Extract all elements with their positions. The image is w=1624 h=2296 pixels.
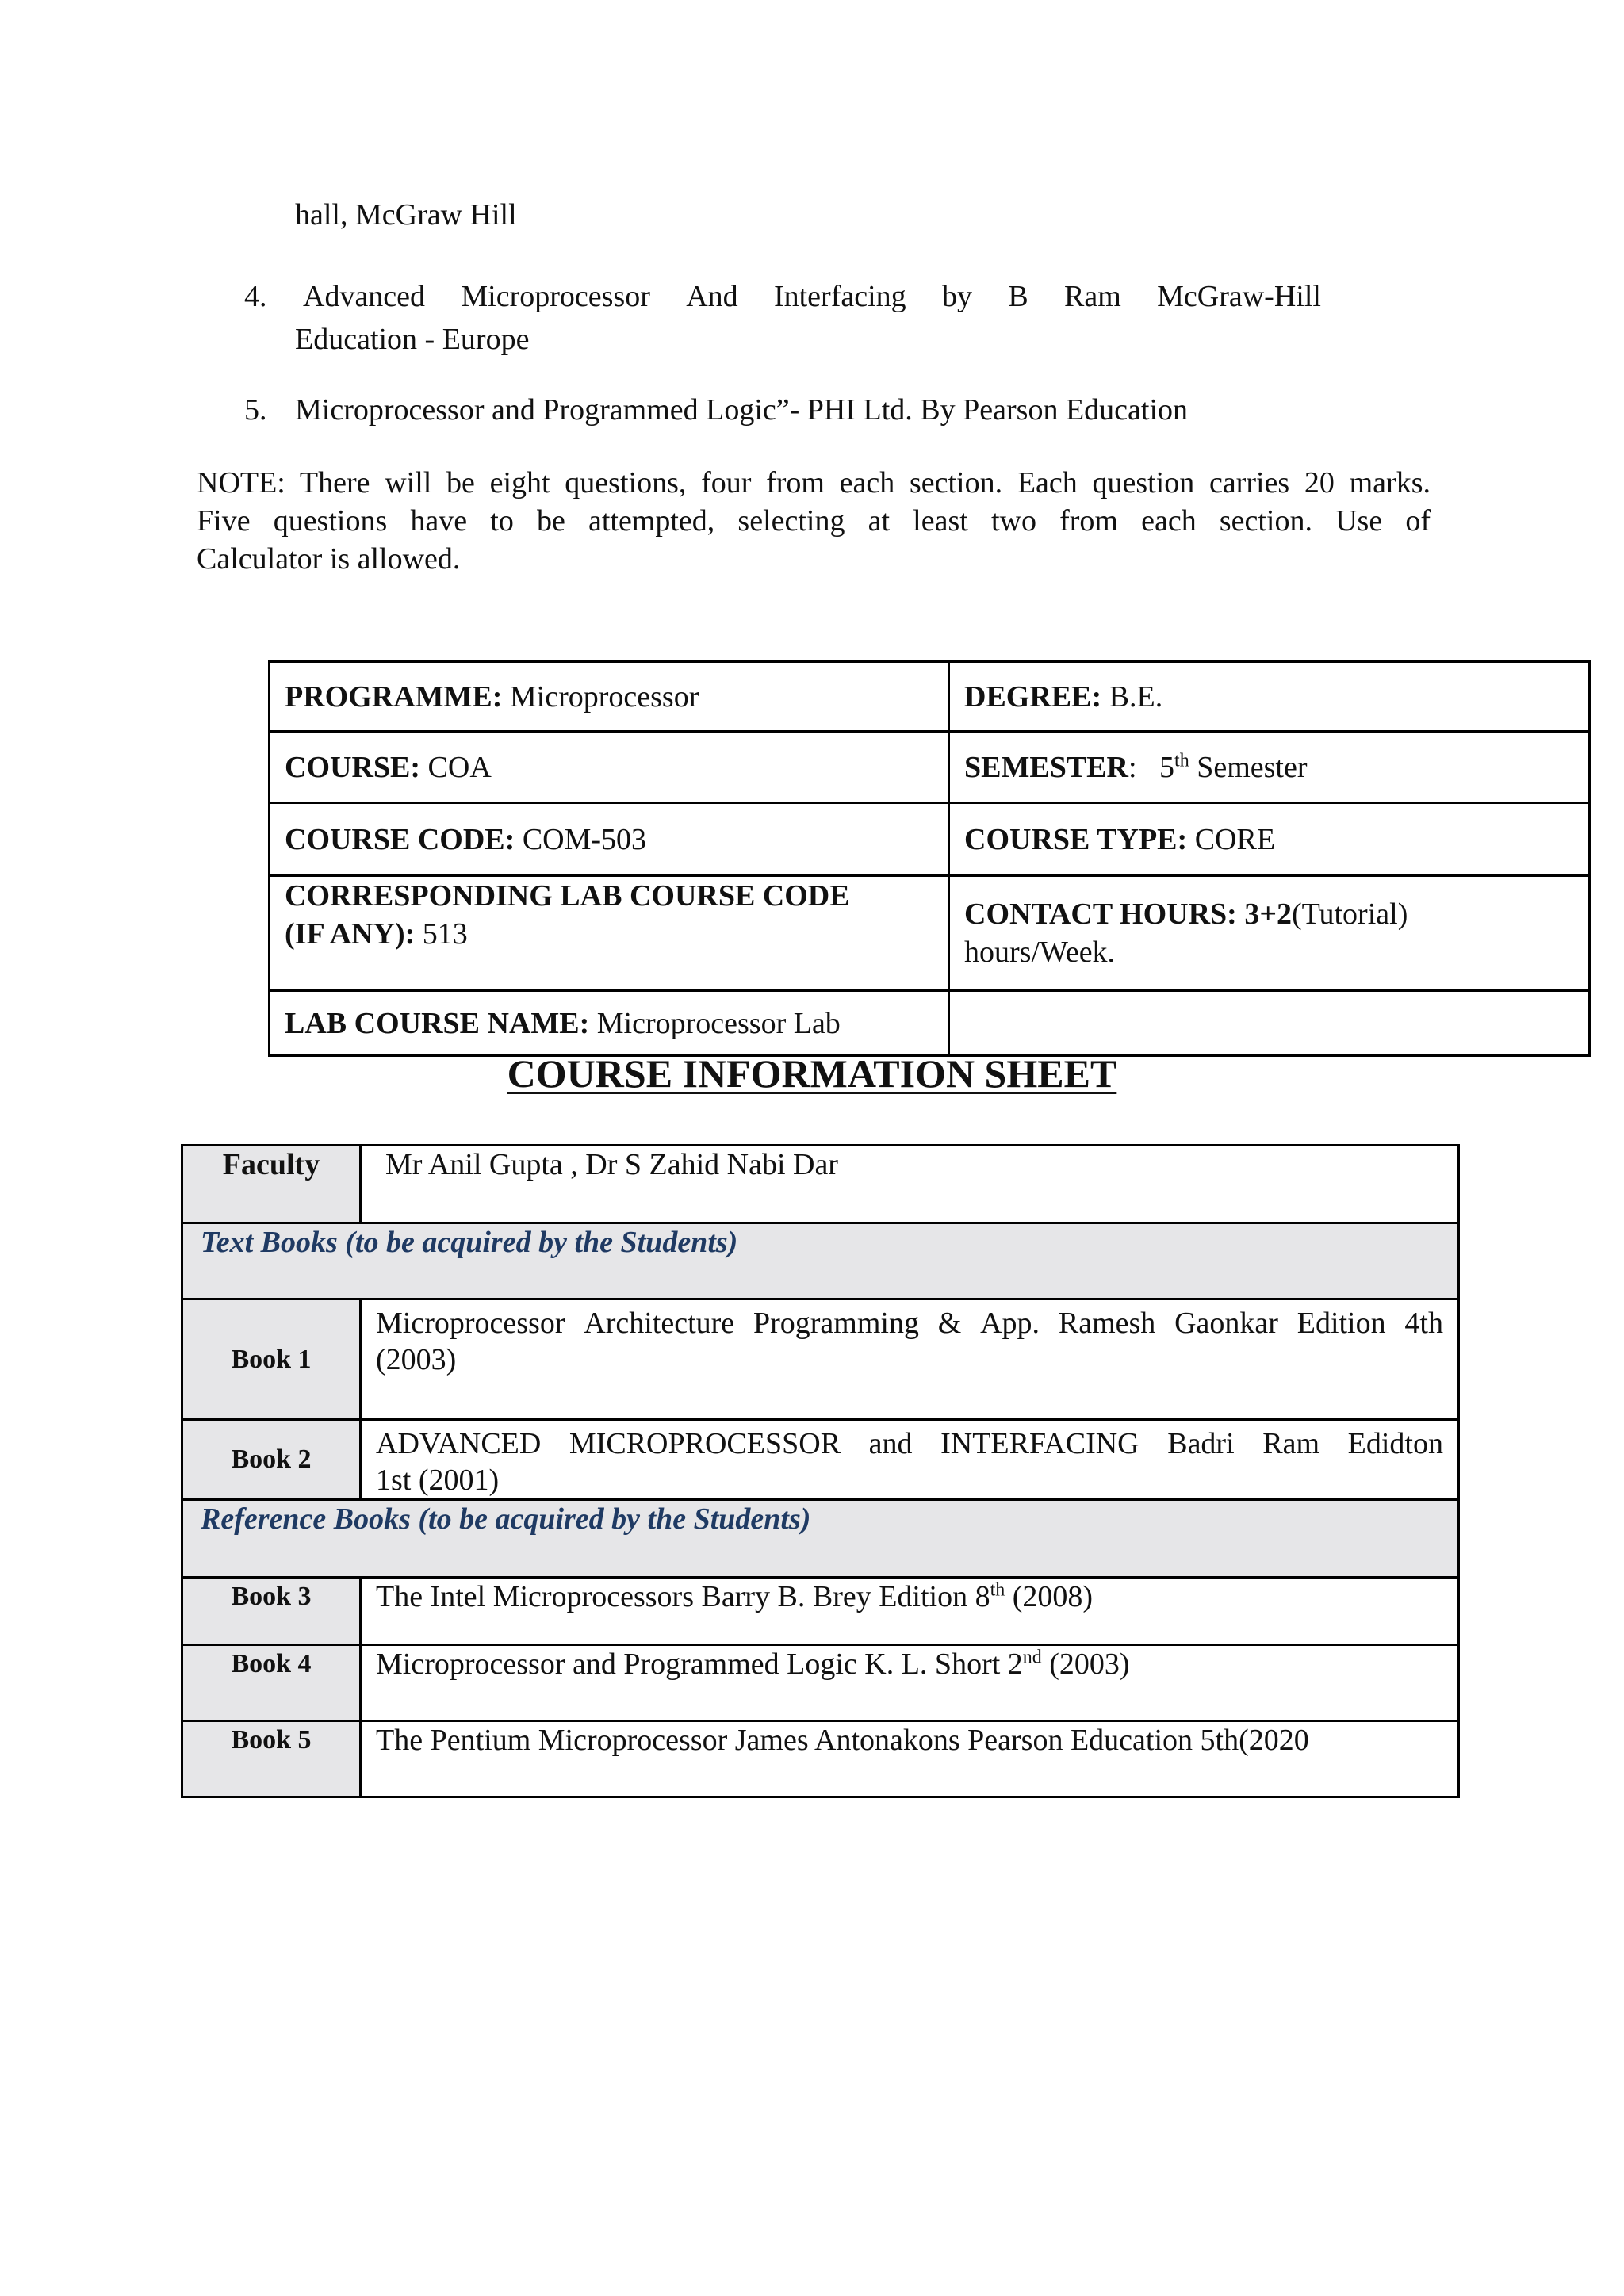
book-1-line2: (2003): [376, 1343, 457, 1376]
semester-number: 5: [1159, 750, 1175, 784]
faculty-label: Faculty: [182, 1146, 361, 1223]
programme-label: PROGRAMME:: [285, 679, 503, 714]
book-1-word: &: [937, 1307, 962, 1340]
book-2-line1: [376, 1421, 1443, 1462]
book-1-word: App.: [980, 1307, 1040, 1340]
book-2-word: Edidton: [1347, 1427, 1443, 1460]
book-2-line2: 1st (2001): [376, 1464, 500, 1497]
note-line-3: Calculator is allowed.: [197, 542, 461, 576]
contact-hours-value: (Tutorial): [1291, 897, 1408, 931]
semester-cell: [949, 732, 1590, 803]
book-1-word: Ramesh: [1058, 1307, 1156, 1340]
book-3-year: (2008): [1005, 1580, 1094, 1613]
contact-hours-line2: hours/Week.: [964, 936, 1116, 969]
lab-course-code-cell: [270, 876, 949, 991]
book-4-suffix: nd: [1022, 1647, 1042, 1668]
book-2-word: Badri: [1167, 1427, 1235, 1460]
course-information-sheet-title: COURSE INFORMATION SHEET: [507, 1051, 1117, 1096]
book-4-year: (2003): [1041, 1647, 1130, 1681]
course-type-value: CORE: [1194, 822, 1276, 856]
faculty-value: Mr Anil Gupta , Dr S Zahid Nabi Dar: [361, 1146, 1459, 1223]
book-1-word: Microprocessor: [376, 1307, 565, 1340]
reference-4-word: B: [1008, 280, 1028, 313]
book-1-word: Programming: [753, 1307, 919, 1340]
book-1-word: Edition: [1297, 1307, 1386, 1340]
reference-4-word: Microprocessor: [461, 280, 650, 313]
reference-4-word: by: [941, 280, 972, 313]
book-1-cell: [361, 1299, 1459, 1420]
course-details-table: [268, 660, 1591, 1057]
course-code-value: COM-503: [522, 822, 647, 856]
book-2-word: INTERFACING: [940, 1427, 1139, 1460]
book-1-word: Gaonkar: [1174, 1307, 1278, 1340]
book-4-cell: [361, 1645, 1459, 1721]
contact-hours-label: CONTACT HOURS:: [964, 897, 1237, 931]
book-1-line1: [376, 1300, 1443, 1341]
note-line-2: Five questions have to be attempted, selecting at least two from each section. Use of: [197, 504, 1431, 538]
programme-value: Microprocessor: [509, 679, 699, 714]
note-line-1: NOTE: There will be eight questions, four from each section. Each question carries 20 marks.: [197, 466, 1431, 499]
course-information-table: [181, 1144, 1460, 1798]
reference-4-line2: Education - Europe: [295, 323, 530, 356]
semester-label: SEMESTER: [964, 750, 1128, 784]
course-label: COURSE:: [285, 750, 421, 784]
book-1-label: Book 1: [182, 1299, 361, 1420]
book-2-word: and: [868, 1427, 913, 1460]
lab-course-name-label: LAB COURSE NAME:: [285, 1006, 590, 1040]
lab-course-name-value: Microprocessor Lab: [596, 1006, 841, 1040]
semester-colon: :: [1128, 750, 1137, 784]
contact-hours-value-bold: 3+2: [1244, 897, 1292, 931]
course-cell: [270, 732, 949, 803]
lab-code-label-line2: (IF ANY):: [285, 917, 416, 951]
course-type-cell: [949, 803, 1590, 876]
book-2-label: Book 2: [182, 1420, 361, 1500]
book-3-cell: [361, 1578, 1459, 1645]
reference-books-header: Reference Books (to be acquired by the Students): [182, 1500, 1459, 1578]
reference-5-text: Microprocessor and Programmed Logic”- PHI Ltd. By Pearson Education: [295, 393, 1189, 427]
reference-continuation: hall, McGraw Hill: [295, 198, 517, 232]
reference-4-word: Advanced: [303, 280, 426, 313]
course-type-label: COURSE TYPE:: [964, 822, 1188, 856]
reference-4-word: McGraw-Hill: [1157, 280, 1321, 313]
book-1-word: 4th: [1404, 1307, 1443, 1340]
empty-cell: [949, 991, 1590, 1056]
book-2-word: ADVANCED: [376, 1427, 542, 1460]
book-2-cell: [361, 1420, 1459, 1500]
degree-label: DEGREE:: [964, 679, 1102, 714]
book-2-word: MICROPROCESSOR: [569, 1427, 841, 1460]
book-2-word: Ram: [1262, 1427, 1320, 1460]
contact-hours-cell: [949, 876, 1590, 991]
reference-4-number: 4.: [244, 280, 267, 313]
book-1-word: Architecture: [584, 1307, 735, 1340]
lab-code-value: 513: [422, 917, 468, 951]
lab-course-name-cell: [270, 991, 949, 1056]
reference-4-word: And: [686, 280, 738, 313]
reference-4-line1: [303, 275, 1321, 318]
book-4-label: Book 4: [182, 1645, 361, 1721]
degree-cell: [949, 662, 1590, 732]
lab-code-label-line1: CORRESPONDING LAB COURSE CODE: [285, 879, 850, 913]
book-5-text: The Pentium Microprocessor James Antonakons Pearson Education 5th(2020: [361, 1721, 1459, 1797]
book-5-label: Book 5: [182, 1721, 361, 1797]
book-3-text: The Intel Microprocessors Barry B. Brey Edition 8: [376, 1580, 990, 1613]
book-3-label: Book 3: [182, 1578, 361, 1645]
reference-4-word: Interfacing: [773, 280, 906, 313]
course-value: COA: [427, 750, 492, 784]
course-code-cell: [270, 803, 949, 876]
semester-suffix: th: [1174, 749, 1189, 771]
programme-cell: [270, 662, 949, 732]
degree-value: B.E.: [1109, 679, 1163, 714]
semester-word: Semester: [1197, 750, 1308, 784]
reference-4-word: Ram: [1064, 280, 1121, 313]
reference-5-number: 5.: [244, 393, 267, 427]
text-books-header: Text Books (to be acquired by the Students): [182, 1223, 1459, 1299]
course-code-label: COURSE CODE:: [285, 822, 515, 856]
book-4-text: Microprocessor and Programmed Logic K. L. Short 2: [376, 1647, 1023, 1681]
book-3-suffix: th: [990, 1579, 1005, 1601]
